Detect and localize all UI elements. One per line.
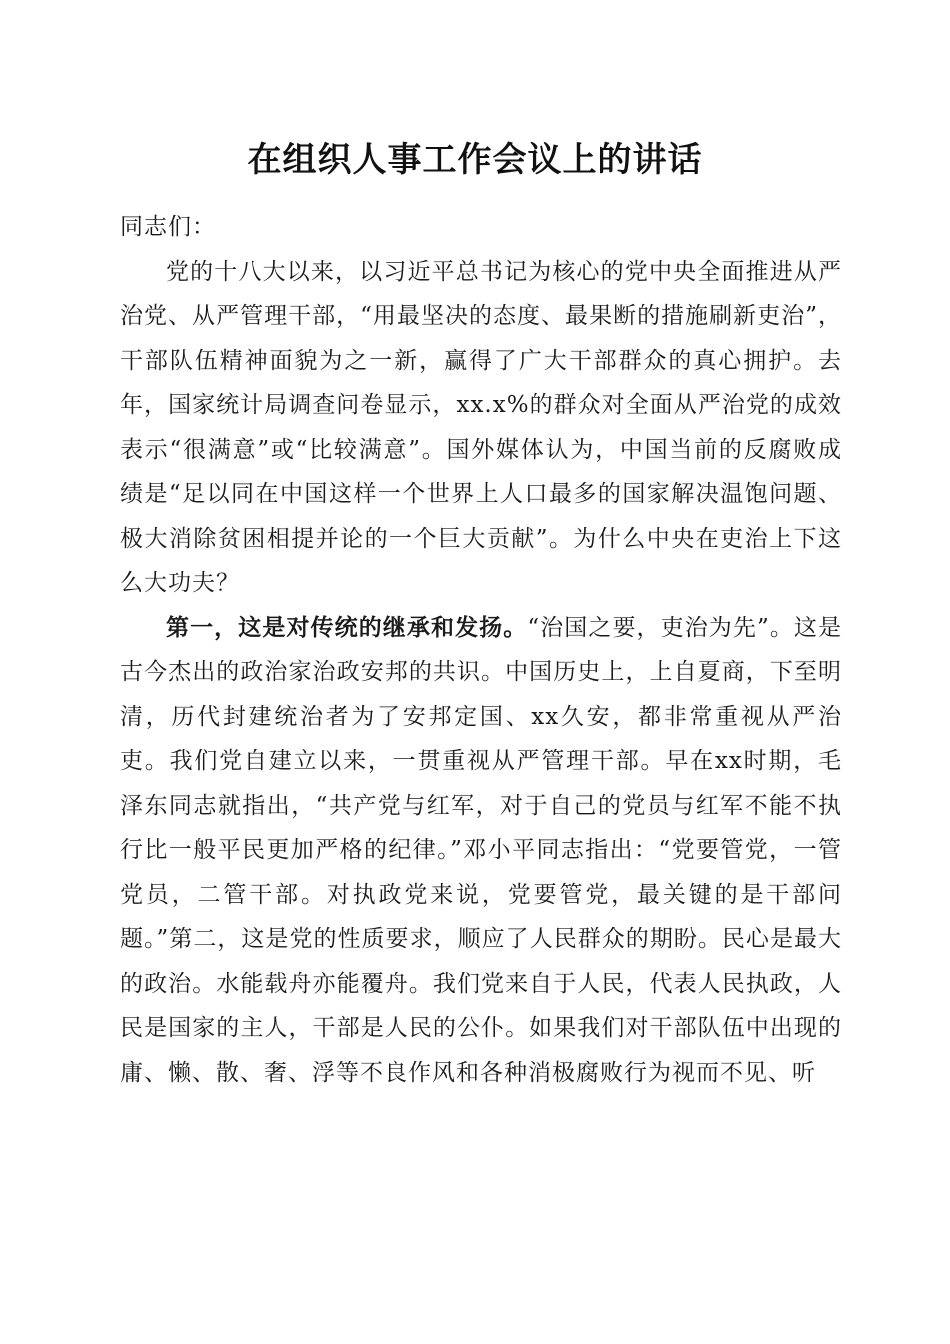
document-title: 在组织人事工作会议上的讲话 (247, 140, 703, 180)
salutation: 同志们： (120, 214, 216, 240)
document-body (120, 205, 842, 1095)
paragraph-2-rest: “治国之要，吏治为先”。这是古今杰出的政治家治政安邦的共识。中国历史上，上自夏商，下至明清，历代封建统治者为了安邦定国、xx久安，都非常重视从严治吏。我们党自建立以来，一贯重视从严管理干部。早在xx时期，毛泽东同志就指出，“共产党与红军，对于自己的党员与红军不能不执行比一般平民更加严格的纪律。”邓小平同志指出：“党要管党，一管党员，二管干部。对执政党来说，党要管党，最关键的是干部问题。”第二，这是党的性质要求，顺应了人民群众的期盼。民心是最大的政治。水能载舟亦能覆舟。我们党来自于人民，代表人民执政，人民是国家的主人，干部是人民的公仆。如果我们对干部队伍中出现的庸、懒、散、奢、浮等不良作风和各种消极腐败行为视而不见、听 (120, 614, 842, 1086)
paragraph-2 (120, 606, 842, 1096)
paragraph-1: 党的十八大以来，以习近平总书记为核心的党中央全面推进从严治党、从严管理干部，“用最坚决的态度、最果断的措施刷新吏治”，干部队伍精神面貌为之一新，赢得了广大干部群众的真心拥护。去年，国家统计局调查问卷显示，xx.x%的群众对全面从严治党的成效表示“很满意”或“比较满意”。国外媒体认为，中国当前的反腐败成绩是“足以同在中国这样一个世界上人口最多的国家解决温饱问题、极大消除贫困相提并论的一个巨大贡献”。为什么中央在吏治上下这么大功夫？ (120, 258, 842, 596)
paragraph-2-lead: 第一，这是对传统的继承和发扬。 (166, 613, 528, 641)
